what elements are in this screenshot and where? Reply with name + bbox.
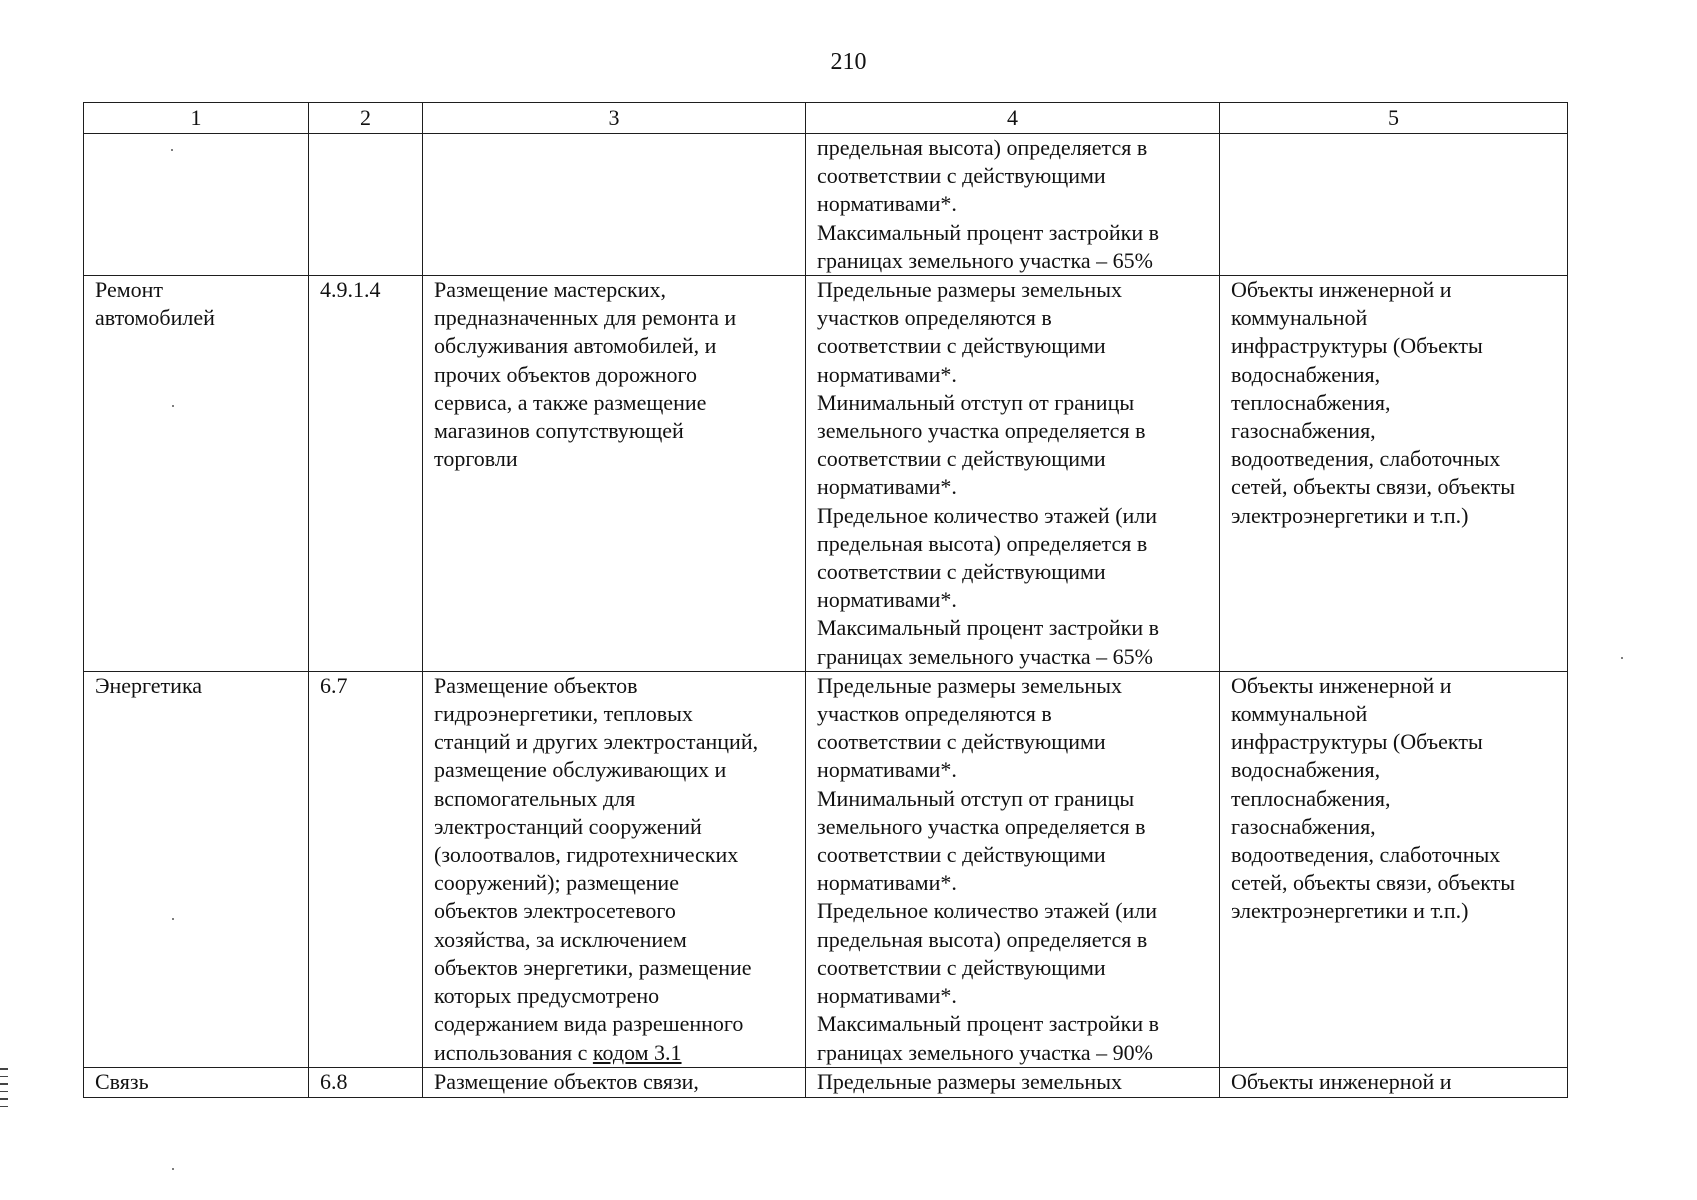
text-line: предельная высота) определяется в [817,135,1148,160]
table-row-energy [84,671,1568,1067]
text-line: Объекты инженерной и [1231,277,1452,303]
auxiliary-uses-cell [1220,1067,1568,1097]
text-line: коммунальной [1231,701,1368,727]
text-line: водоотведения, слаботочных [1231,446,1501,472]
text-line: теплоснабжения, [1231,389,1391,415]
text-line: нормативами*. [817,757,957,783]
text-line: газоснабжения, [1231,418,1376,444]
text-line: газоснабжения, [1231,813,1376,839]
continuation-col-1 [84,134,309,276]
text-line: хозяйства, за исключением [434,926,687,952]
header-col-3: 3 [423,103,806,134]
text-line: автомобилей [95,305,215,331]
text-line: соответствии с действующими [817,954,1106,980]
scan-speck [171,149,173,151]
land-use-table [83,102,1568,1098]
text-line: сооружений); размещение [434,870,679,896]
description-last-line [434,1039,795,1067]
binding-margin-mark [0,1068,8,1114]
text-line: Связь [95,1068,149,1094]
text-line: водоснабжения, [1231,757,1381,783]
table-row-car-repair [84,276,1568,672]
text-line: размещение обслуживающих и [434,757,727,783]
scan-speck [172,918,174,920]
text-line: границах земельного участка – 90% [817,1039,1153,1065]
text-line: содержанием вида разрешенного [434,1011,744,1037]
text-line: Максимальный процент застройки в [817,1011,1159,1037]
text-line: Ремонт [95,277,164,303]
text-line: соответствии с действующими [817,446,1106,472]
text-line: (золоотвалов, гидротехнических [434,842,739,868]
header-col-4: 4 [806,103,1220,134]
text-line: земельного участка определяется в [817,813,1146,839]
use-name-cell [84,1067,309,1097]
text-line: электроэнергетики и т.п.) [1231,898,1469,924]
scan-speck [172,405,174,407]
text-line: Максимальный процент застройки в [817,219,1159,245]
header-col-5: 5 [1220,103,1568,134]
text-line: прочих объектов дорожного [434,361,698,387]
text-line: магазинов сопутствующей [434,418,684,444]
use-name-cell [84,671,309,1067]
use-code-cell: 6.8 [309,1067,423,1097]
text-line: объектов электросетевого [434,898,676,924]
continuation-col-5 [1220,134,1568,276]
text-line: нормативами*. [817,587,957,613]
page-number: 210 [830,49,867,75]
header-col-1: 1 [84,103,309,134]
text-line: Минимальный отступ от границы [817,389,1135,415]
text-line: сервиса, а также размещение [434,389,707,415]
header-col-2: 2 [309,103,423,134]
text-line: Размещение объектов [434,672,638,698]
text-line: нормативами*. [817,474,957,500]
table-header-row [84,103,1568,134]
use-description-lines [434,672,795,1039]
text-line: Объекты инженерной и [1231,1068,1452,1094]
auxiliary-uses-cell [1220,276,1568,672]
text-line: соответствии с действующими [817,163,1106,189]
text-line: коммунальной [1231,305,1368,331]
text-line: водоотведения, слаботочных [1231,842,1501,868]
text-line: нормативами*. [817,870,957,896]
use-description-cell [423,671,806,1067]
text-line: предельная высота) определяется в [817,530,1148,556]
text-line: которых предусмотрено [434,983,660,1009]
text-line: земельного участка определяется в [817,418,1146,444]
text-line: предельная высота) определяется в [817,926,1148,952]
text-line: сетей, объекты связи, объекты [1231,870,1516,896]
use-code-cell: 4.9.1.4 [309,276,423,672]
text-line: предназначенных для ремонта и [434,305,737,331]
text-line: гидроэнергетики, тепловых [434,701,693,727]
auxiliary-uses-cell [1220,671,1568,1067]
text-line: границах земельного участка – 65% [817,643,1153,669]
code-reference-link[interactable]: кодом 3.1 [592,1039,682,1065]
text-line: торговли [434,446,518,472]
text-line: нормативами*. [817,191,957,217]
text-line: электроэнергетики и т.п.) [1231,502,1469,528]
text-line: Объекты инженерной и [1231,672,1452,698]
text-line: Размещение объектов связи, [434,1068,699,1094]
text-line: Размещение мастерских, [434,277,666,303]
text-line: теплоснабжения, [1231,785,1391,811]
continuation-parameters [806,134,1220,276]
text-line: водоснабжения, [1231,361,1381,387]
use-description-cell [423,1067,806,1097]
text-line: Предельное количество этажей (или [817,898,1158,924]
text-line: объектов энергетики, размещение [434,954,752,980]
text-line: нормативами*. [817,983,957,1009]
text-line: участков определяются в [817,305,1052,331]
parameters-cell [806,1067,1220,1097]
parameters-cell [806,671,1220,1067]
text-line: нормативами*. [817,361,957,387]
scan-speck [1621,657,1623,659]
text-line: участков определяются в [817,701,1052,727]
use-name-cell [84,276,309,672]
text-line: соответствии с действующими [817,333,1106,359]
text-line: электростанций сооружений [434,813,702,839]
continuation-col-2 [309,134,423,276]
use-code-cell: 6.7 [309,671,423,1067]
text-line: Максимальный процент застройки в [817,615,1159,641]
scan-speck [172,1168,174,1170]
text-line: соответствии с действующими [817,729,1106,755]
text-line: Минимальный отступ от границы [817,785,1135,811]
text-line: Предельные размеры земельных [817,1068,1122,1094]
text-line: Предельное количество этажей (или [817,502,1158,528]
table-row-communication [84,1067,1568,1097]
text-line: инфраструктуры (Объекты [1231,333,1483,359]
use-description-cell [423,276,806,672]
text-line: инфраструктуры (Объекты [1231,729,1483,755]
description-last-prefix: использования с [434,1039,593,1065]
text-line: станций и других электростанций, [434,729,759,755]
continuation-col-3 [423,134,806,276]
text-line: Предельные размеры земельных [817,277,1122,303]
continuation-row [84,134,1568,276]
text-line: сетей, объекты связи, объекты [1231,474,1516,500]
text-line: обслуживания автомобилей, и [434,333,717,359]
text-line: границах земельного участка – 65% [817,247,1153,273]
text-line: соответствии с действующими [817,559,1106,585]
text-line: Предельные размеры земельных [817,672,1122,698]
text-line: вспомогательных для [434,785,636,811]
text-line: Энергетика [95,672,203,698]
parameters-cell [806,276,1220,672]
text-line: соответствии с действующими [817,842,1106,868]
